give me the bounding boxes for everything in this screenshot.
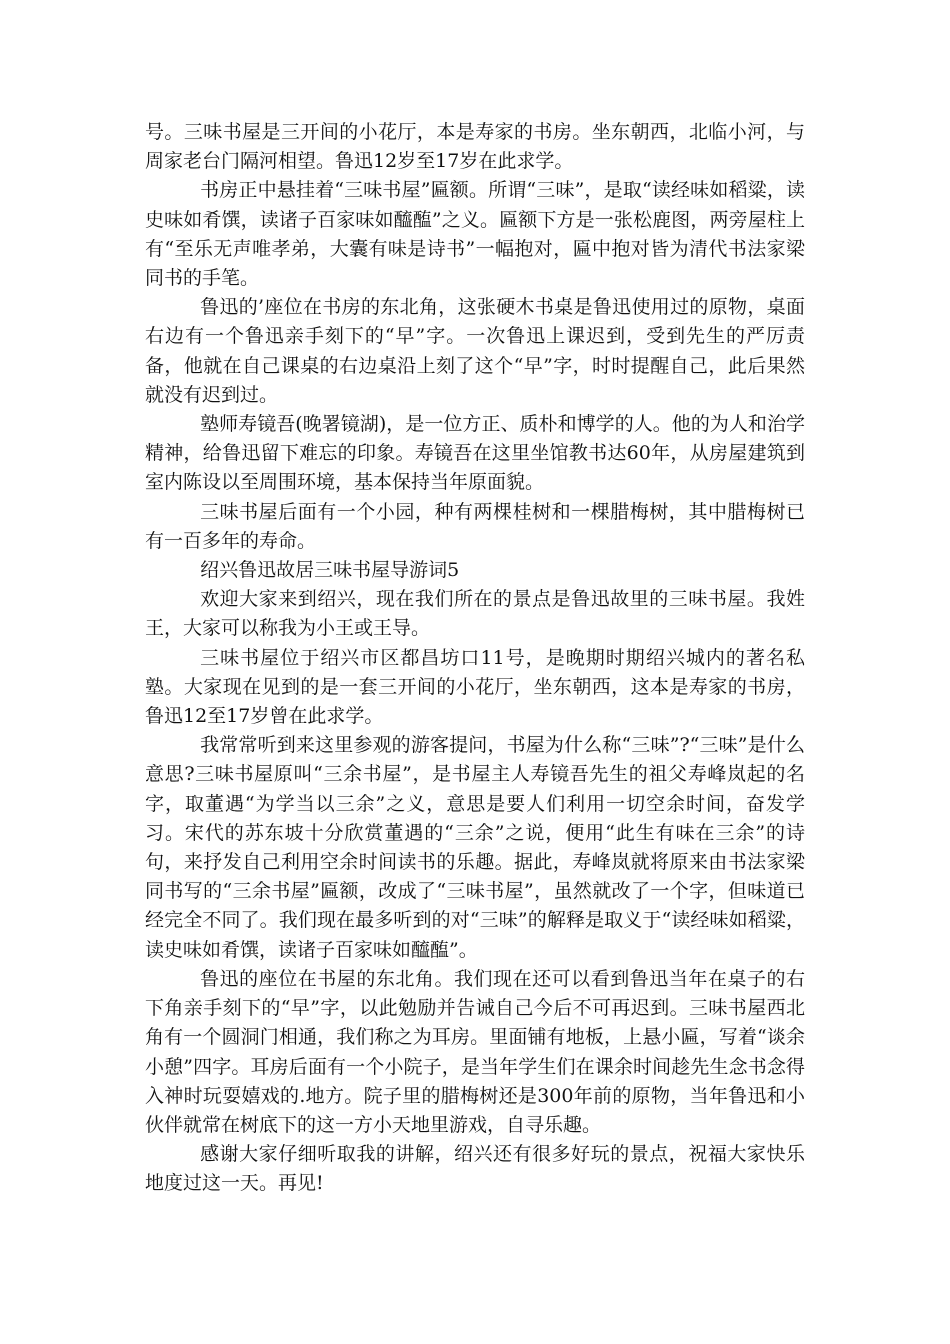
paragraph-welcome: 欢迎大家来到绍兴，现在我们所在的景点是鲁迅故里的三味书屋。我姓王，大家可以称我为小王或王导。 — [145, 588, 805, 640]
paragraph-seat: 鲁迅的’座位在书房的东北角，这张硬木书桌是鲁迅使用过的原物，桌面右边有一个鲁迅亲手刻下的“早”字。一次鲁迅上课迟到，受到先生的严厉责备，他就在自己课桌的右边桌沿上刻了这个“早”字，时时提醒自己，此后果然就没有迟到过。 — [145, 296, 805, 406]
paragraph-plaque: 书房正中悬挂着“三味书屋”匾额。所谓“三味”，是取“读经味如稻粱，读史味如肴馔，读诸子百家味如醯醢”之义。匾额下方是一张松鹿图，两旁屋柱上有“至乐无声唯孝弟，大囊有味是诗书”一幅抱对，匾中抱对皆为清代书法家梁同书的手笔。 — [145, 179, 805, 290]
section-heading: 绍兴鲁迅故居三味书屋导游词5 — [200, 559, 460, 582]
paragraph-name-origin: 我常常听到来这里参观的游客提问，书屋为什么称“三味”?“三味”是什么意思?三味书屋原叫“三余书屋”，是书屋主人寿镜吾先生的祖父寿峰岚起的名字，取董遇“为学当以三余”之义，意思是要人们利用一切空余时间，奋发学习。宋代的苏东坡十分欣赏董遇的“三余”之说，便用“此生有味在三余”的诗句，来抒发自己利用空余时间读书的乐趣。据此，寿峰岚就将原来由书法家梁同书写的“三余书屋”匾额，改成了“三味书屋”，虽然就改了一个字，但味道已经完全不同了。我们现在最多听到的对“三味”的解释是取义于“读经味如稻粱，读史味如肴馔，读诸子百家味如醯醢”。 — [145, 734, 805, 961]
paragraph-continuation: 号。三味书屋是三开间的小花厅，本是寿家的书房。坐东朝西，北临小河，与周家老台门隔河相望。鲁迅12岁至17岁在此求学。 — [145, 121, 805, 173]
paragraph-teacher: 塾师寿镜吾(晚署镜湖)，是一位方正、质朴和博学的人。他的为人和治学精神，给鲁迅留下难忘的印象。寿镜吾在这里坐馆教书达60年，从房屋建筑到室内陈设以至周围环境，基本保持当年原面貌。 — [145, 413, 805, 494]
paragraph-seat-and-garden: 鲁迅的座位在书屋的东北角。我们现在还可以看到鲁迅当年在桌子的右下角亲手刻下的“早”字，以此勉励并告诫自己今后不可再迟到。三味书屋西北角有一个圆洞门相通，我们称之为耳房。里面铺有地板，上悬小匾，写着“谈余小憩”四字。耳房后面有一个小院子，是当年学生们在课余时间趁先生念书念得入神时玩耍嬉戏的.地方。院子里的腊梅树还是300年前的原物，当年鲁迅和小伙伴就常在树底下的这一方小天地里游戏，自寻乐趣。 — [145, 967, 805, 1136]
paragraph-location: 三味书屋位于绍兴市区都昌坊口11号，是晚期时期绍兴城内的著名私塾。大家现在见到的是一套三开间的小花厅，坐东朝西，这本是寿家的书房，鲁迅12至17岁曾在此求学。 — [145, 646, 805, 728]
document-page — [145, 118, 805, 1199]
paragraph-farewell: 感谢大家仔细听取我的讲解，绍兴还有很多好玩的景点，祝福大家快乐地度过这一天。再见! — [145, 1143, 805, 1195]
paragraph-garden: 三味书屋后面有一个小园，种有两棵桂树和一棵腊梅树，其中腊梅树已有一百多年的寿命。 — [145, 500, 805, 552]
